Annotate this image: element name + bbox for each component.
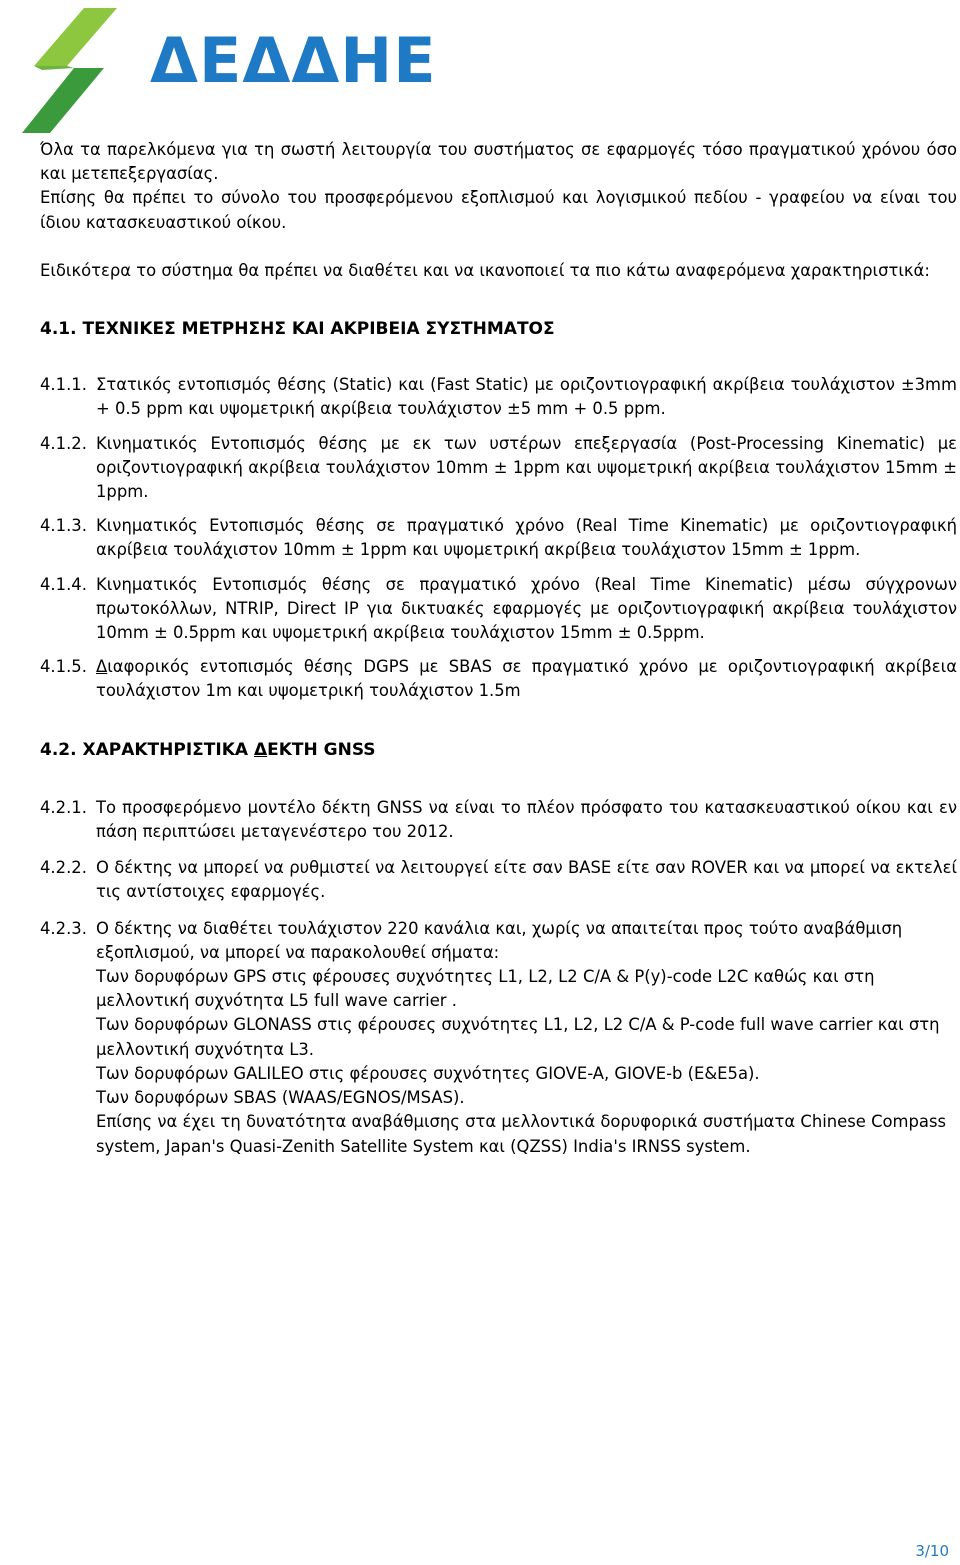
list-item: [40, 856, 957, 904]
list-item: [40, 514, 957, 562]
section-4-1-list: [40, 373, 957, 703]
item-number: 4.1.5.: [40, 657, 87, 677]
item-text: Το προσφερόμενο μοντέλο δέκτη GNSS να είναι το πλέον πρόσφατο του κατασκευαστικού οίκου και εν πάση περιπτώσει μεταγενέστερο του 2012.: [96, 797, 957, 842]
logo-swoosh-icon: [22, 8, 152, 133]
list-item: [40, 655, 957, 703]
company-logo: [22, 8, 437, 133]
item-text: Ο δέκτης να μπορεί να ρυθμιστεί να λειτουργεί είτε σαν BASE είτε σαν ROVER και να μπορεί να εκτελεί τις αντίστοιχες εφαρμογές.: [96, 858, 957, 902]
logo-wordmark: ΔΕΔΔΗΕ: [150, 24, 437, 97]
section-heading-4-2: [40, 738, 957, 762]
list-item: [40, 917, 957, 1159]
item-number: 4.1.2.: [40, 433, 87, 453]
item-line: Επίσης να έχει τη δυνατότητα αναβάθμισης στα μελλοντικά δορυφορικά συστήματα Chinese Compass system, Japan's Quasi-Zenith Satellite System και (QZSS) India's IRNSS system.: [96, 1112, 947, 1156]
item-initial: Δ: [96, 657, 108, 677]
document-body: [40, 138, 957, 1159]
heading-initial: Δ: [253, 739, 268, 760]
item-text: Στατικός εντοπισμός θέσης (Static) και (Fast Static) με οριζοντιογραφική ακρίβεια τουλάχιστον ±3mm + 0.5 ppm και υψομετρική ακρίβεια τουλάχιστον ±5 mm + 0.5 ppm.: [96, 375, 957, 419]
item-number: 4.2.3.: [40, 918, 87, 938]
item-line: Ο δέκτης να διαθέτει τουλάχιστον 220 κανάλια και, χωρίς να απαιτείται προς τούτο αναβάθμιση εξοπλισμού, να μπορεί να παρακολουθεί σήματα:: [96, 918, 903, 962]
item-line: Των δορυφόρων SBAS (WAAS/EGNOS/MSAS).: [96, 1088, 465, 1108]
page-number: 3/10: [915, 1542, 949, 1560]
item-text: Κινηματικός Εντοπισμός θέσης με εκ των υστέρων επεξεργασία (Post-Processing Kinematic) με οριζοντιογραφική ακρίβεια τουλάχιστον 10mm ± 1ppm και υψομετρική ακρίβεια τουλάχιστον 15mm ± 1ppm.: [96, 433, 957, 502]
item-line: Των δορυφόρων GALILEO στις φέρουσες συχνότητες GIOVE-A, GIOVE-b (E&E5a).: [96, 1063, 760, 1083]
item-number: 4.1.1.: [40, 375, 87, 395]
heading-prefix: 4.2. ΧΑΡΑΚΤΗΡΙΣΤΙΚΑ: [40, 739, 254, 760]
section-heading-4-1: 4.1. ΤΕΧΝΙΚΕΣ ΜΕΤΡΗΣΗΣ ΚΑΙ ΑΚΡΙΒΕΙΑ ΣΥΣΤΗΜΑΤΟΣ: [40, 319, 555, 340]
list-item: [40, 573, 957, 646]
item-text: ιαφορικός εντοπισμός θέσης DGPS με SBAS σε πραγματικό χρόνο με οριζοντιογραφική ακρίβεια τουλάχιστον 1m και υψομετρική τουλάχιστον 1.5m: [96, 657, 957, 701]
item-number: 4.2.2.: [40, 858, 87, 878]
list-item: [40, 373, 957, 421]
list-item: [40, 796, 957, 844]
intro-paragraph-1: Όλα τα παρελκόμενα για τη σωστή λειτουργία του συστήματος σε εφαρμογές τόσο πραγματικού χρόνου όσο και μετεπεξεργασίας.: [40, 140, 957, 184]
item-line: Των δορυφόρων GLONASS στις φέρουσες συχνότητες L1, L2, L2 C/A & P-code full wave carrier και στη μελλοντική συχνότητα L3.: [96, 1015, 940, 1059]
item-number: 4.1.4.: [40, 574, 87, 594]
item-number: 4.2.1.: [40, 797, 87, 817]
item-line: Των δορυφόρων GPS στις φέρουσες συχνότητες L1, L2, L2 C/A & P(y)-code L2C καθώς και στη μελλοντική συχνότητα L5 full wave carrier .: [96, 967, 875, 1011]
intro-paragraph-2: Επίσης θα πρέπει το σύνολο του προσφερόμενου εξοπλισμού και λογισμικού πεδίου - γραφείου να είναι του ίδιου κατασκευαστικού οίκου.: [40, 188, 957, 232]
section-4-2-list: [40, 796, 957, 1159]
item-text: Κινηματικός Εντοπισμός θέσης σε πραγματικό χρόνο (Real Time Kinematic) με οριζοντιογραφική ακρίβεια τουλάχιστον 10mm ± 1ppm και υψομετρική ακρίβεια τουλάχιστον 15mm ± 1ppm.: [96, 516, 957, 560]
list-item: [40, 432, 957, 505]
item-text: Κινηματικός Εντοπισμός θέσης σε πραγματικό χρόνο (Real Time Kinematic) μέσω σύγχρονων πρωτοκόλλων, NTRIP, Direct IP για δικτυακές εφαρμογές με οριζοντιογραφική ακρίβεια τουλάχιστον 10mm ± 0.5ppm και υψομετρική ακρίβεια τουλάχιστον 15mm ± 0.5ppm.: [96, 574, 957, 643]
heading-suffix: ΕΚΤΗ GNSS: [267, 739, 376, 760]
item-number: 4.1.3.: [40, 516, 87, 536]
intro-paragraph-3: Ειδικότερα το σύστημα θα πρέπει να διαθέτει και να ικανοποιεί τα πιο κάτω αναφερόμενα χαρακτηριστικά:: [40, 260, 930, 280]
